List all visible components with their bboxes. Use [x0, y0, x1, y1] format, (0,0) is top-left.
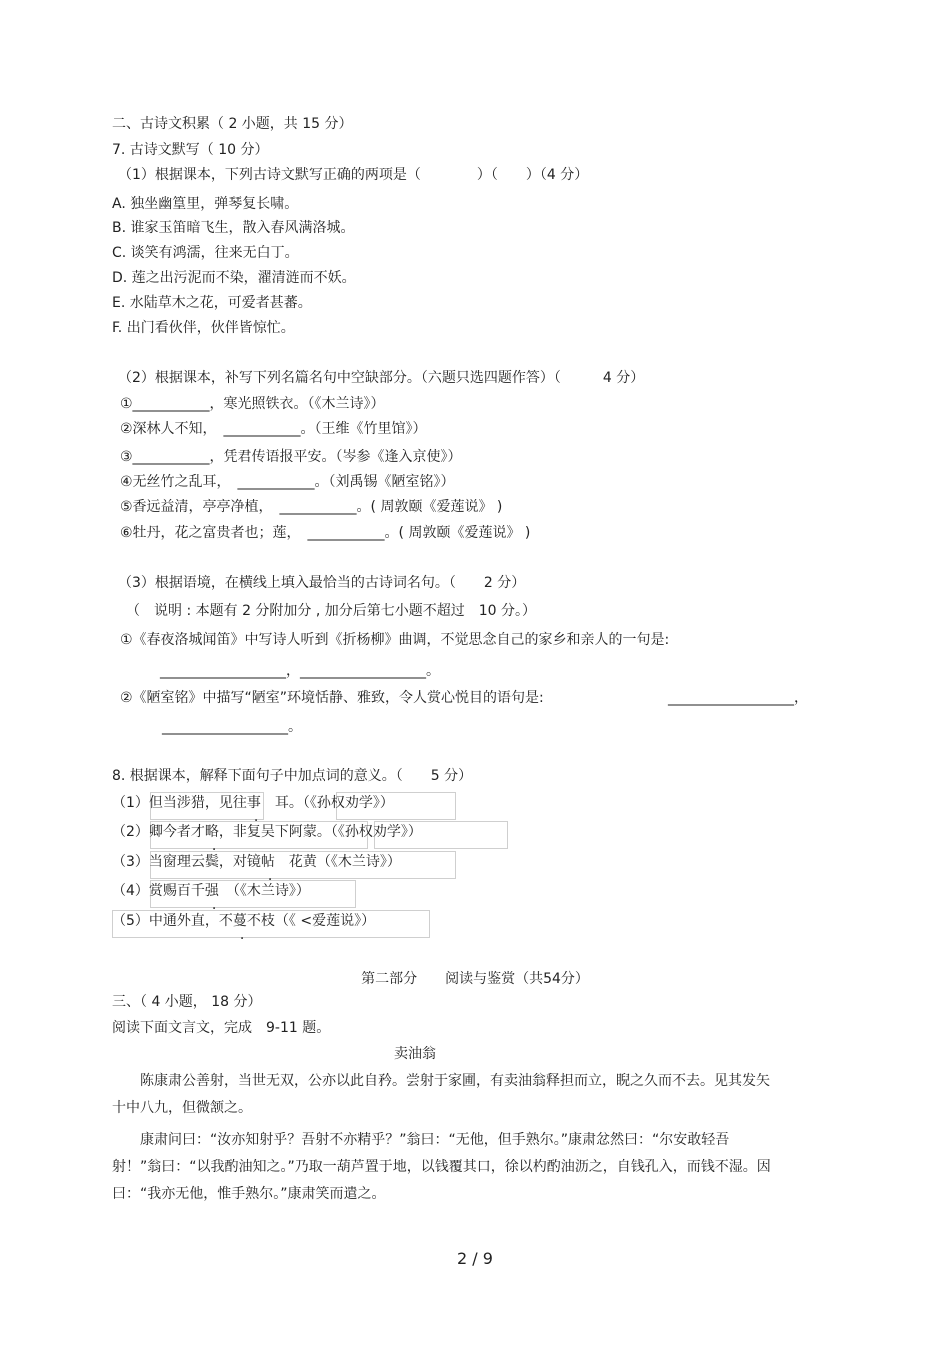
- q7-part3-note: （ 说明 : 本题有 2 分附加分 , 加分后第七小题不超过 10 分。）: [126, 603, 537, 619]
- question-7-title: 7. 古诗文默写（ 10 分）: [112, 142, 269, 158]
- fill-item-3: ③___________，凭君传语报平安。（岑参《逢入京使》）: [120, 449, 462, 465]
- explain-item-5: （5）中通外直，不蔓不枝（《 <爱莲说》）: [112, 913, 376, 929]
- context-item-1-blank: __________________，__________________。: [160, 663, 440, 679]
- fill-item-6: ⑥牡丹，花之富贵者也；莲， ___________。( 周敦颐《爱莲说》 ): [120, 525, 531, 541]
- dotted-word: 帖: [260, 854, 275, 870]
- passage-paragraph-1: 陈康肃公善射，当世无双，公亦以此自矜。尝射于家圃，有卖油翁释担而立，睨之久而不去。见其发矢十中八九，但微颔之。: [112, 1073, 770, 1116]
- option-b: B. 谁家玉笛暗飞生，散入春风满洛城。: [112, 220, 355, 236]
- fill-item-4: ④无丝竹之乱耳， ___________。（刘禹锡《陋室铭》）: [120, 474, 455, 490]
- part-2-title: 第二部分 阅读与鉴赏（共54分）: [361, 971, 589, 987]
- option-c: C. 谈笑有鸿濡，往来无白丁。: [112, 245, 299, 261]
- passage-paragraph-2: 康肃问曰：“汝亦知射乎？吾射不亦精乎？”翁曰：“无他，但手熟尔。”康肃忿然曰：“尔安敢轻吾射！”翁曰：“以我酌油知之。”乃取一葫芦置于地，以钱覆其口，徐以杓酌油沥之，自钱孔入，而钱不湿。因曰：“我亦无他，惟手熟尔。”康肃笑而遣之。: [112, 1132, 771, 1202]
- q7-part1-prompt: （1）根据课本，下列古诗文默写正确的两项是（ ）（ ）（4 分）: [118, 167, 589, 183]
- context-item-2-blank-a: __________________，: [668, 690, 808, 706]
- option-d: D. 莲之出污泥而不染，濯清涟而不妖。: [112, 270, 356, 286]
- page-number: 2 / 9: [457, 1249, 493, 1268]
- context-item-1: ①《春夜洛城闻笛》中写诗人听到《折杨柳》曲调，不觉思念自己的家乡和亲人的一句是:: [120, 632, 670, 648]
- context-item-2: ②《陋室铭》中描写“陋室”环境恬静、雅致，令人赏心悦目的语句是:: [120, 690, 544, 706]
- q7-part2-prompt: （2）根据课本，补写下列名篇名句中空缺部分。（六题只选四题作答）（ 4 分）: [118, 370, 645, 386]
- fill-item-5: ⑤香远益清，亭亭净植， ___________。( 周敦颐《爱莲说》 ): [120, 499, 503, 515]
- dotted-word: 强: [204, 883, 219, 899]
- section-3-heading: 三、（ 4 小题， 18 分）: [112, 994, 262, 1010]
- fill-item-1: ①___________，寒光照铁衣。（《木兰诗》）: [120, 396, 385, 412]
- dotted-word: 略: [204, 824, 219, 840]
- explain-item-3: （3）当窗理云鬓，对镜帖 花黄（《木兰诗》）: [112, 854, 401, 870]
- question-8-title: 8. 根据课本，解释下面句子中加点词的意义。（ 5 分）: [112, 768, 473, 784]
- dotted-word: 蔓: [232, 913, 247, 929]
- option-f: F. 出门看伙伴，伙伴皆惊忙。: [112, 320, 295, 336]
- fill-item-2: ②深林人不知， ___________。（王维《竹里馆》）: [120, 421, 427, 437]
- passage-title: 卖油翁: [394, 1046, 436, 1062]
- option-e: E. 水陆草木之花，可爱者甚蕃。: [112, 295, 312, 311]
- reading-instruction: 阅读下面文言文，完成 9-11 题。: [112, 1020, 331, 1036]
- explain-item-1: （1）但当涉猎，见往事 耳。（《孙权劝学》）: [112, 795, 394, 811]
- option-a: A. 独坐幽篁里，弹琴复长啸。: [112, 196, 299, 212]
- explain-item-4: （4）赏赐百千强 （《木兰诗》）: [112, 883, 310, 899]
- dotted-word: 事: [246, 795, 261, 811]
- q7-part3-prompt: （3）根据语境，在横线上填入最恰当的古诗词名句。（ 2 分）: [118, 575, 526, 591]
- explain-item-2: （2）卿今者才略，非复吴下阿蒙。（《孙权劝学》）: [112, 824, 422, 840]
- section-heading: 二、古诗文积累（ 2 小题，共 15 分）: [112, 116, 353, 132]
- context-item-2-blank-b: __________________。: [162, 719, 302, 735]
